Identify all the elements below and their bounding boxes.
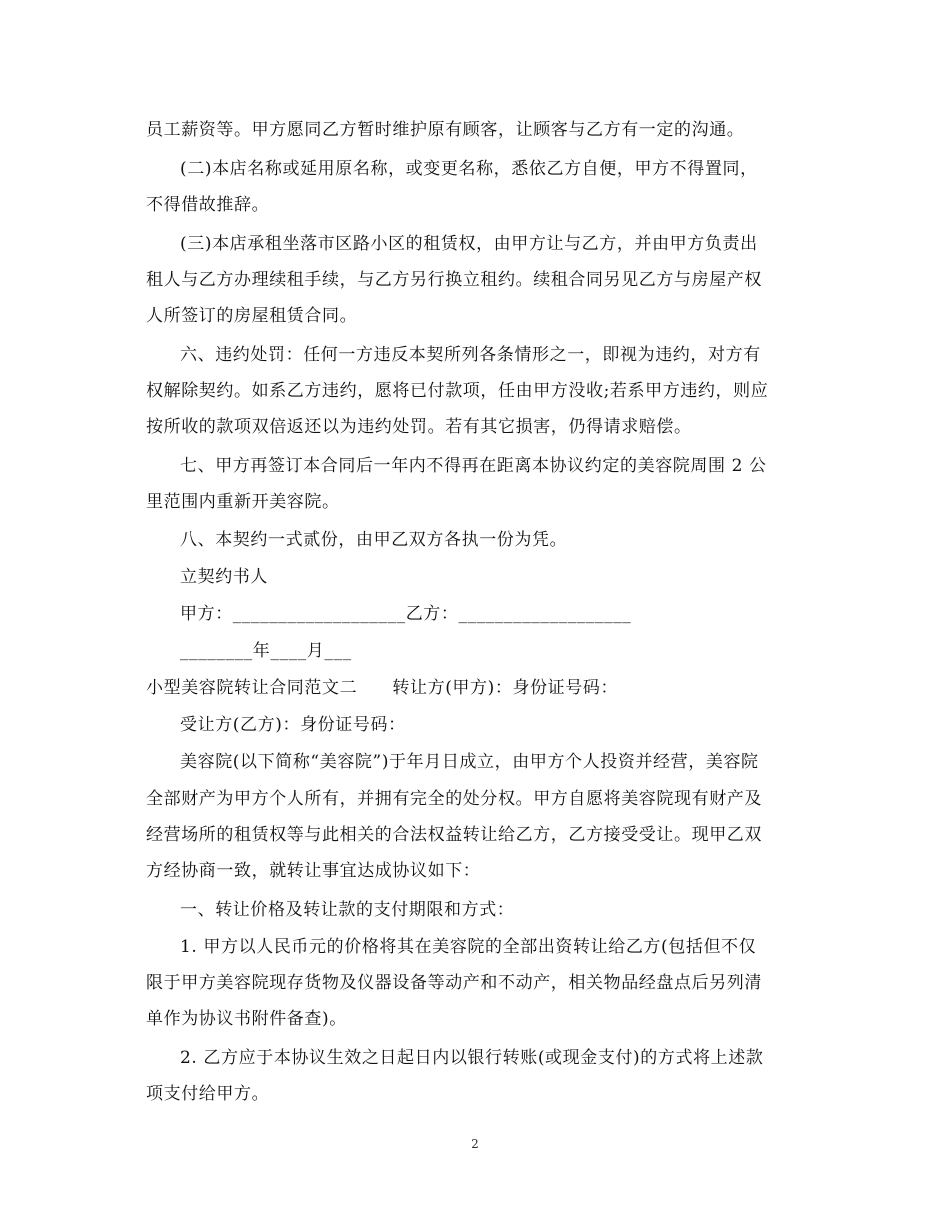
- text-line: 七、甲方再签订本合同后一年内不得再在距离本协议约定的美容院周围 2 公: [180, 456, 767, 476]
- text-line: 员工薪资等。甲方愿同乙方暂时维护原有顾客，让顾客与乙方有一定的沟通。: [146, 120, 745, 140]
- section-heading: 小型美容院转让合同范文二 转让方(甲方)：身份证号码：: [146, 678, 619, 698]
- text-line: 受让方(乙方)：身份证号码：: [180, 715, 406, 735]
- page-number: 2: [471, 1137, 479, 1151]
- text-line: 里范围内重新开美容院。: [146, 492, 340, 512]
- text-line: 权解除契约。如系乙方违约，愿将已付款项，任由甲方没收;若系甲方违约，则应: [146, 381, 769, 401]
- text-line: 美容院(以下简称“美容院”)于年月日成立，由甲方个人投资并经营，美容院: [180, 752, 759, 772]
- text-line: 租人与乙方办理续租手续，与乙方另行换立租约。续租合同另见乙方与房屋产权: [146, 270, 762, 290]
- text-line: 方经协商一致，就转让事宜达成协议如下：: [146, 861, 481, 881]
- text-line: 人所签订的房屋租赁合同。: [146, 306, 358, 326]
- text-line: 2. 乙方应于本协议生效之日起日内以银行转账(或现金支付)的方式将上述款: [180, 1048, 764, 1068]
- text-line: 项支付给甲方。: [146, 1084, 270, 1104]
- text-line: 按所收的款项双倍返还以为违约处罚。若有其它损害，仍得请求赔偿。: [146, 417, 692, 437]
- date-line: ________年____月___: [180, 641, 352, 661]
- text-line: 一、转让价格及转让款的支付期限和方式：: [180, 900, 515, 920]
- text-line: 立契约书人: [180, 567, 268, 587]
- text-line: 不得借故推辞。: [146, 195, 270, 215]
- text-line: 1. 甲方以人民币元的价格将其在美容院的全部出资转让给乙方(包括但不仅: [180, 937, 757, 957]
- text-line: 单作为协议书附件备查)。: [146, 1009, 347, 1029]
- text-line: 全部财产为甲方个人所有，并拥有完全的处分权。甲方自愿将美容院现有财产及: [146, 789, 762, 809]
- text-line: 八、本契约一式贰份，由甲乙双方各执一份为凭。: [180, 530, 568, 550]
- text-line: 六、违约处罚：任何一方违反本契所列各条情形之一，即视为违约，对方有: [180, 345, 761, 365]
- signature-line: 甲方：___________________乙方：___________________: [180, 604, 632, 624]
- text-line: 经营场所的租赁权等与此相关的合法权益转让给乙方，乙方接受受让。现甲乙双: [146, 825, 762, 845]
- text-line: 限于甲方美容院现存货物及仪器设备等动产和不动产，相关物品经盘点后另列清: [146, 973, 762, 993]
- text-line: (三)本店承租坐落市区路小区的租赁权，由甲方让与乙方，并由甲方负责出: [180, 234, 758, 254]
- text-line: (二)本店名称或延用原名称，或变更名称，悉依乙方自便，甲方不得置同，: [180, 159, 758, 179]
